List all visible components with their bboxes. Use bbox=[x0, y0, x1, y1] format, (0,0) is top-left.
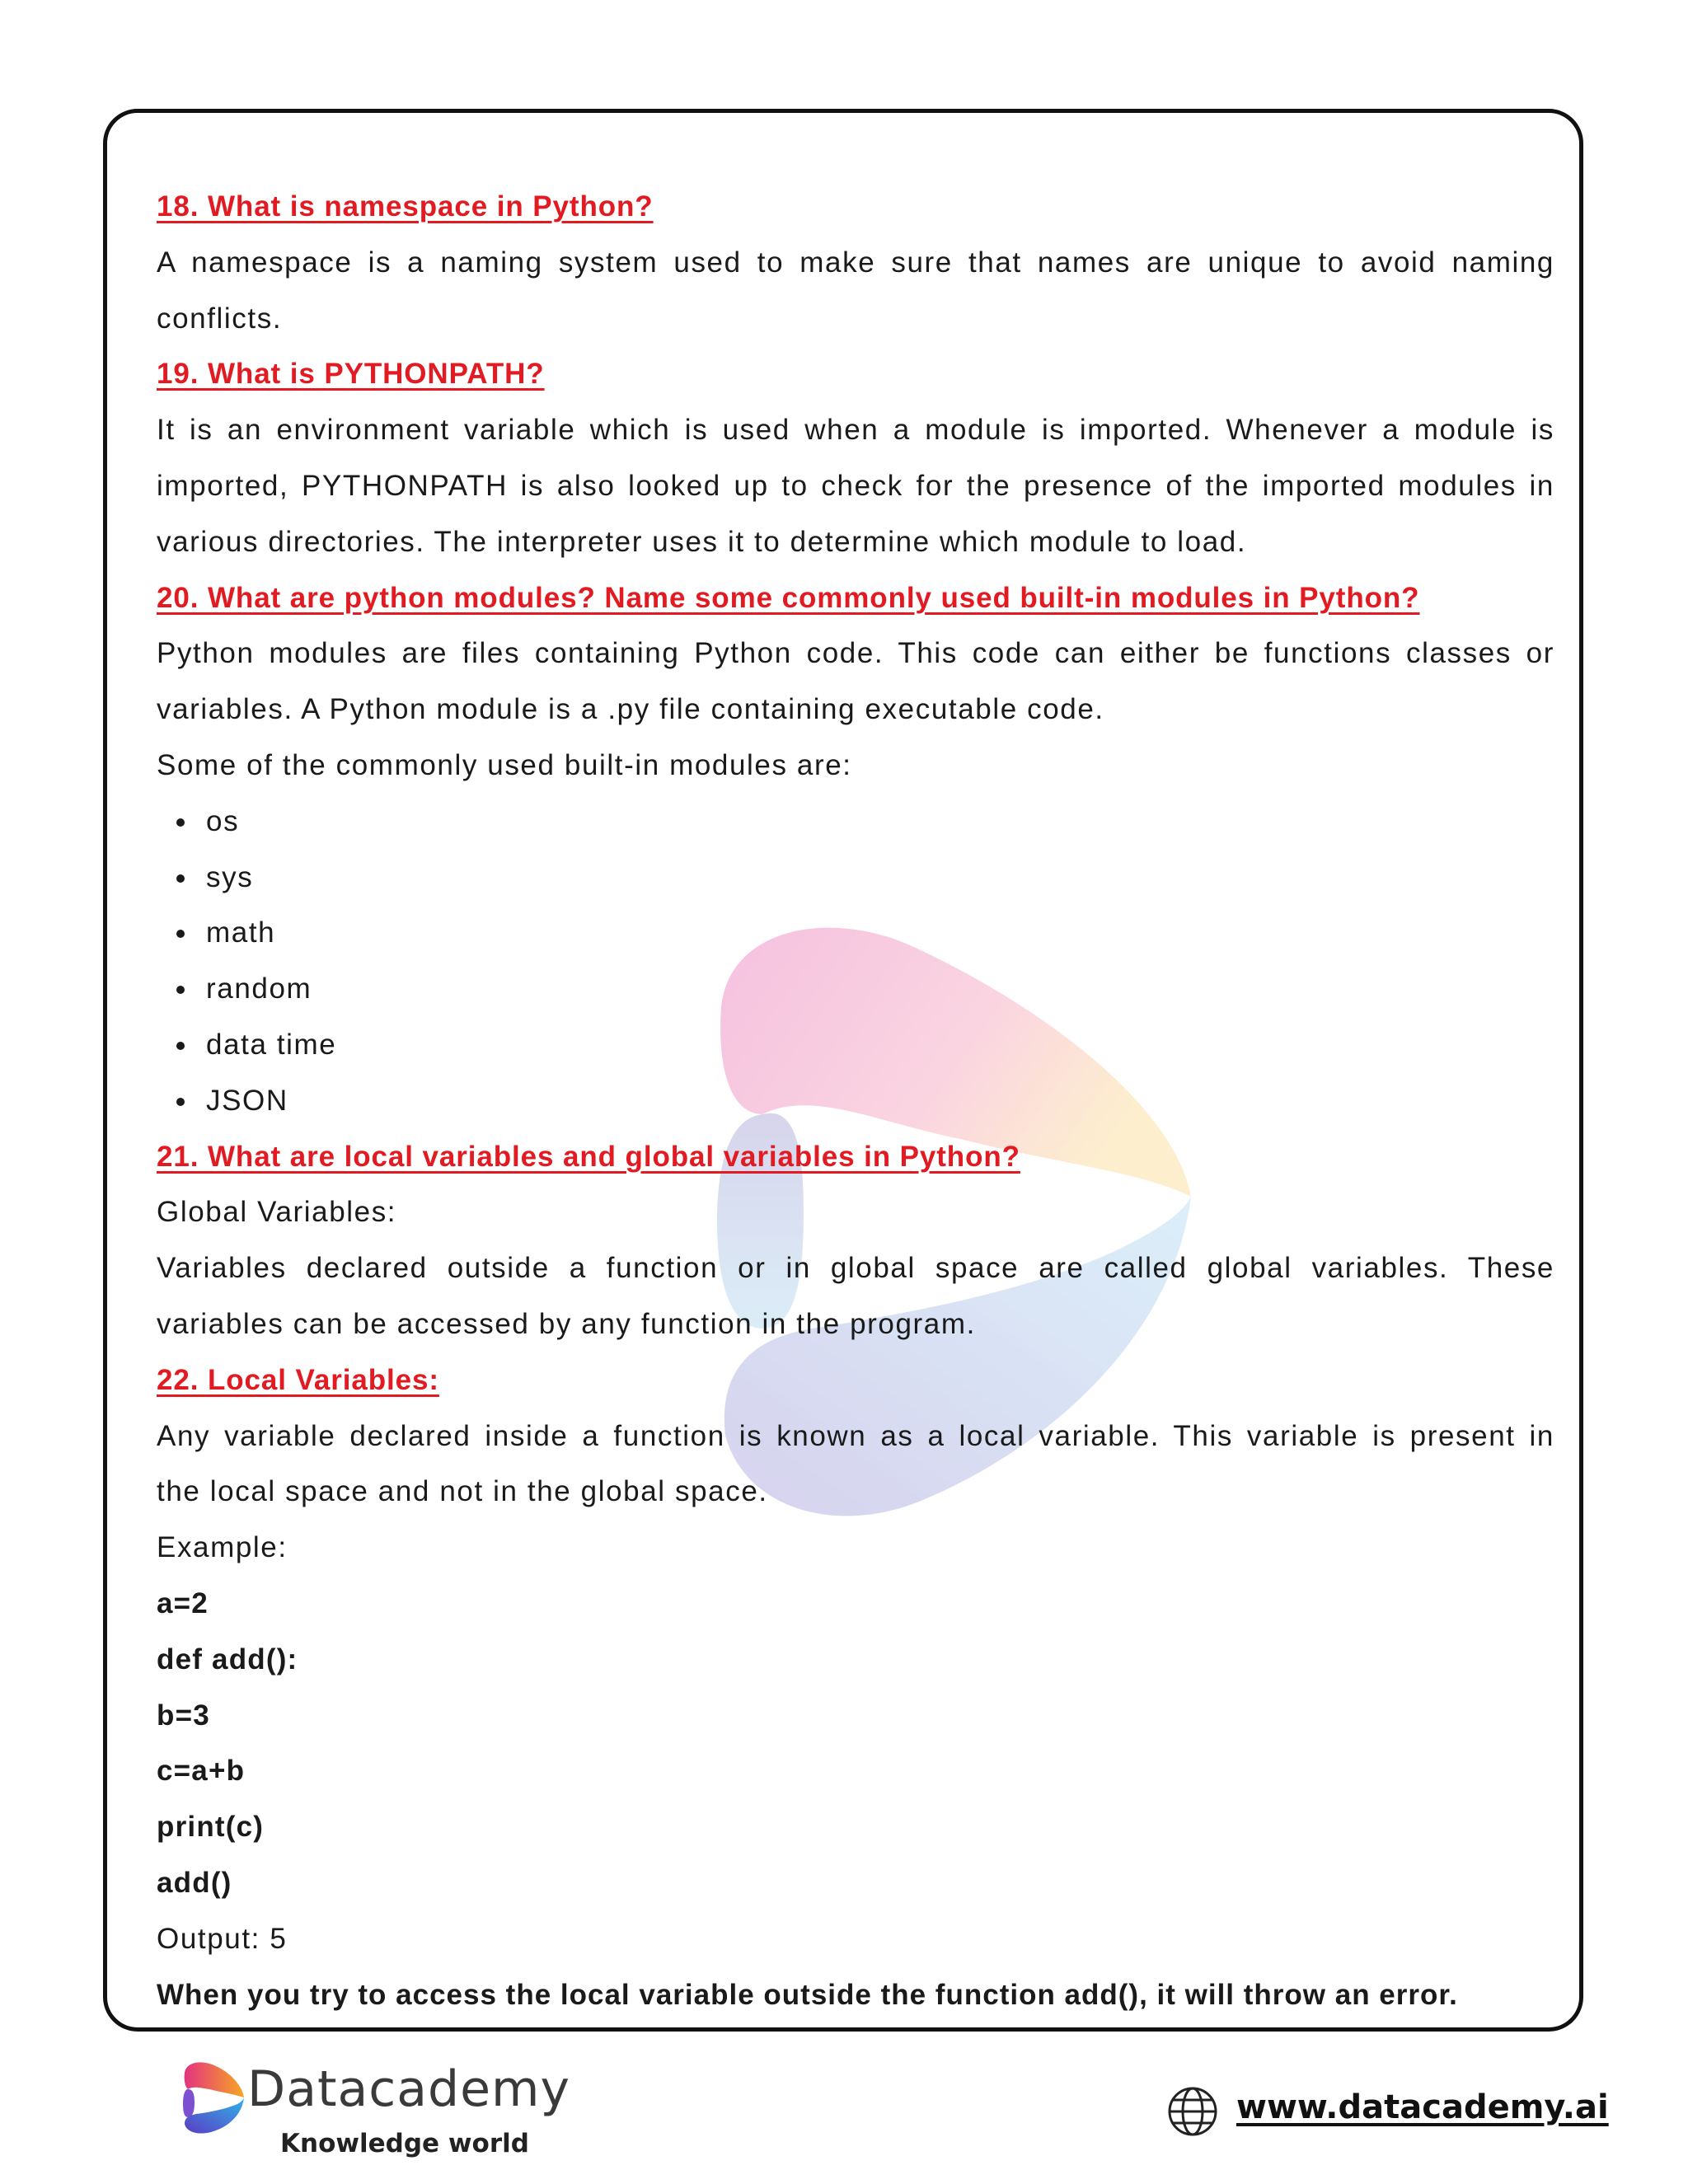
list-item: math bbox=[157, 905, 1554, 961]
note-line: When you try to access the local variable outside the function add(), it will throw an error. bbox=[157, 1978, 1458, 2011]
paragraph-line: imported, PYTHONPATH is also looked up to check for the presence of the imported modules in bbox=[157, 469, 1554, 502]
paragraph-line: Some of the commonly used built-in modules are: bbox=[157, 748, 852, 781]
brand-name: Datacademy bbox=[247, 2060, 570, 2118]
question-heading: 18. What is namespace in Python? bbox=[157, 190, 654, 223]
paragraph-line: A namespace is a naming system used to make sure that names are unique to avoid naming bbox=[157, 246, 1554, 279]
list-item: sys bbox=[157, 850, 1554, 906]
website-link[interactable]: www.datacademy.ai bbox=[1236, 2088, 1609, 2126]
question-heading: 20. What are python modules? Name some commonly used built-in modules in Python? bbox=[157, 581, 1420, 614]
paragraph-line: variables can be accessed by any function in the program. bbox=[157, 1307, 976, 1340]
paragraph-line: various directories. The interpreter uses it to determine which module to load. bbox=[157, 525, 1247, 558]
code-line: print(c) bbox=[157, 1811, 265, 1844]
list-item: data time bbox=[157, 1017, 1554, 1073]
list-item: JSON bbox=[157, 1073, 1554, 1129]
list-item: os bbox=[157, 794, 1554, 850]
question-heading: 19. What is PYTHONPATH? bbox=[157, 358, 545, 391]
code-line: def add(): bbox=[157, 1643, 298, 1675]
question-heading: 21. What are local variables and global variables in Python? bbox=[157, 1140, 1020, 1173]
paragraph-line: Output: 5 bbox=[157, 1922, 288, 1955]
module-list bbox=[157, 794, 1554, 1129]
list-item: random bbox=[157, 961, 1554, 1017]
question-heading: 22. Local Variables: bbox=[157, 1363, 439, 1396]
paragraph-line: Example: bbox=[157, 1531, 288, 1564]
brand-tagline: Knowledge world bbox=[280, 2129, 529, 2158]
paragraph-line: Variables declared outside a function or in global space are called global variables. These bbox=[157, 1252, 1554, 1285]
paragraph-line: the local space and not in the global space. bbox=[157, 1475, 768, 1508]
code-line: a=2 bbox=[157, 1586, 209, 1619]
globe-icon bbox=[1166, 2085, 1219, 2138]
code-line: c=a+b bbox=[157, 1755, 246, 1788]
code-line: add() bbox=[157, 1866, 232, 1899]
paragraph-line: Python modules are files containing Python code. This code can either be functions classes or bbox=[157, 637, 1554, 670]
paragraph-line: It is an environment variable which is used when a module is imported. Whenever a module is bbox=[157, 414, 1554, 447]
paragraph-line: Any variable declared inside a function is known as a local variable. This variable is present in bbox=[157, 1419, 1554, 1452]
code-line: b=3 bbox=[157, 1699, 210, 1732]
paragraph-line: variables. A Python module is a .py file containing executable code. bbox=[157, 693, 1104, 726]
document-body bbox=[157, 179, 1554, 2022]
paragraph-line: Global Variables: bbox=[157, 1196, 397, 1229]
content-frame bbox=[103, 109, 1583, 2032]
paragraph-line: conflicts. bbox=[157, 302, 283, 335]
